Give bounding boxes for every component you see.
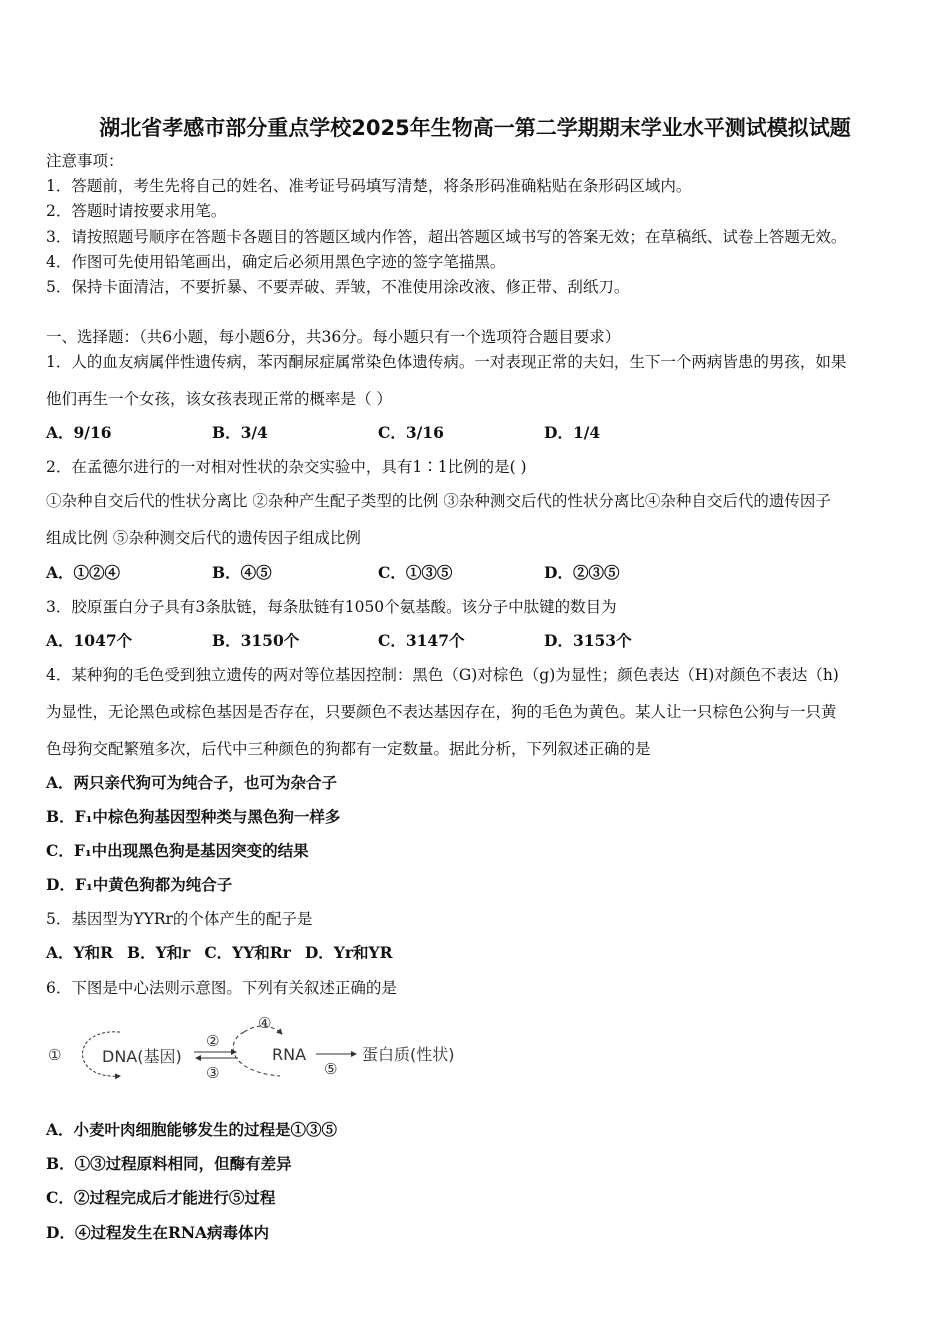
q1-options: [46, 423, 710, 443]
q1-text: 他们再生一个女孩，该女孩表现正常的概率是（ ）: [46, 390, 392, 408]
option-a: A．1047个: [46, 631, 133, 650]
option-a: A．9/16: [46, 423, 112, 442]
option-c: C．F₁中出现黑色狗是基因突变的结果: [46, 841, 309, 860]
protein-label: 蛋白质(性状): [362, 1045, 455, 1064]
option-a: A．小麦叶肉细胞能够发生的过程是①③⑤: [46, 1120, 338, 1139]
option-d: D．1/4: [544, 423, 601, 442]
option-c: C．①③⑤: [378, 563, 453, 582]
option-c: C．3147个: [378, 631, 465, 650]
notice-item: 4．作图可先使用铅笔画出，确定后必须用黑色字迹的签字笔描黑。: [46, 253, 506, 271]
q2-text: ①杂种自交后代的性状分离比 ②杂种产生配子类型的比例 ③杂种测交后代的性状分离比④杂种自交后代的遗传因子: [46, 492, 831, 510]
option-b: B．3150个: [212, 631, 300, 650]
q6-text: 6．下图是中心法则示意图。下列有关叙述正确的是: [46, 979, 397, 997]
notice-item: 1．答题前，考生先将自己的姓名、准考证号码填写清楚，将条形码准确粘贴在条形码区域内。: [46, 177, 692, 195]
option-b: B．3/4: [212, 423, 268, 442]
option-d: D．Yr和YR: [304, 943, 393, 962]
option-a: A．两只亲代狗可为纯合子，也可为杂合子: [46, 773, 338, 792]
option-b: B．①③过程原料相同，但酶有差异: [46, 1154, 292, 1173]
option-d: D．②③⑤: [544, 563, 620, 582]
q5-options: [46, 943, 406, 963]
q2-text: 2．在孟德尔进行的一对相对性状的杂交实验中，具有1∶1比例的是( ): [46, 458, 527, 476]
option-b: B．④⑤: [212, 563, 272, 582]
q4-text: 色母狗交配繁殖多次，后代中三种颜色的狗都有一定数量。据此分析，下列叙述正确的是: [46, 740, 651, 758]
q4-text: 4．某种狗的毛色受到独立遗传的两对等位基因控制：黑色（G)对棕色（g)为显性；颜色表达（H)对颜色不表达（h): [46, 666, 839, 684]
option-b: B．Y和r: [126, 943, 191, 962]
label-2: ②: [206, 1032, 220, 1050]
rna-label: RNA: [272, 1045, 307, 1064]
option-c: C．②过程完成后才能进行⑤过程: [46, 1188, 276, 1207]
notice-item: 3．请按照题号顺序在答题卡各题目的答题区域内作答，超出答题区域书写的答案无效；在草稿纸、试卷上答题无效。: [46, 228, 847, 246]
q3-options: [46, 631, 710, 651]
section-heading: 一、选择题：（共6小题，每小题6分，共36分。每小题只有一个选项符合题目要求）: [46, 328, 621, 346]
notice-heading: 注意事项：: [46, 152, 124, 170]
exam-title: 湖北省孝感市部分重点学校2025年生物高一第二学期期末学业水平测试模拟试题: [99, 116, 851, 140]
option-c: C．3/16: [378, 423, 444, 442]
q5-text: 5．基因型为YYRr的个体产生的配子是: [46, 910, 313, 928]
q2-options: [46, 563, 710, 583]
option-d: D．3153个: [544, 631, 632, 650]
option-b: B．F₁中棕色狗基因型种类与黑色狗一样多: [46, 807, 341, 826]
option-a: A．Y和R: [46, 943, 113, 962]
notice-item: 5．保持卡面清洁，不要折暴、不要弄破、弄皱，不准使用涂改液、修正带、刮纸刀。: [46, 278, 630, 296]
label-4: ④: [258, 1014, 272, 1032]
q1-text: 1．人的血友病属伴性遗传病，苯丙酮尿症属常染色体遗传病。一对表现正常的夫妇，生下一个两病皆患的男孩，如果: [46, 353, 847, 371]
q3-text: 3．胶原蛋白分子具有3条肽链，每条肽链有1050个氨基酸。该分子中肽键的数目为: [46, 598, 617, 616]
option-a: A．①②④: [46, 563, 121, 582]
central-dogma-diagram: [44, 1012, 474, 1082]
notice-item: 2．答题时请按要求用笔。: [46, 202, 227, 220]
q4-text: 为显性，无论黑色或棕色基因是否存在，只要颜色不表达基因存在，狗的毛色为黄色。某人让一只棕色公狗与一只黄: [46, 703, 837, 721]
label-1: ①: [48, 1046, 62, 1064]
option-c: C．YY和Rr: [204, 943, 291, 962]
option-d: D．F₁中黄色狗都为纯合子: [46, 875, 233, 894]
label-5: ⑤: [324, 1060, 338, 1078]
q2-text: 组成比例 ⑤杂种测交后代的遗传因子组成比例: [46, 529, 361, 547]
option-d: D．④过程发生在RNA病毒体内: [46, 1223, 270, 1242]
dna-label: DNA(基因): [102, 1047, 182, 1066]
label-3: ③: [206, 1064, 220, 1082]
